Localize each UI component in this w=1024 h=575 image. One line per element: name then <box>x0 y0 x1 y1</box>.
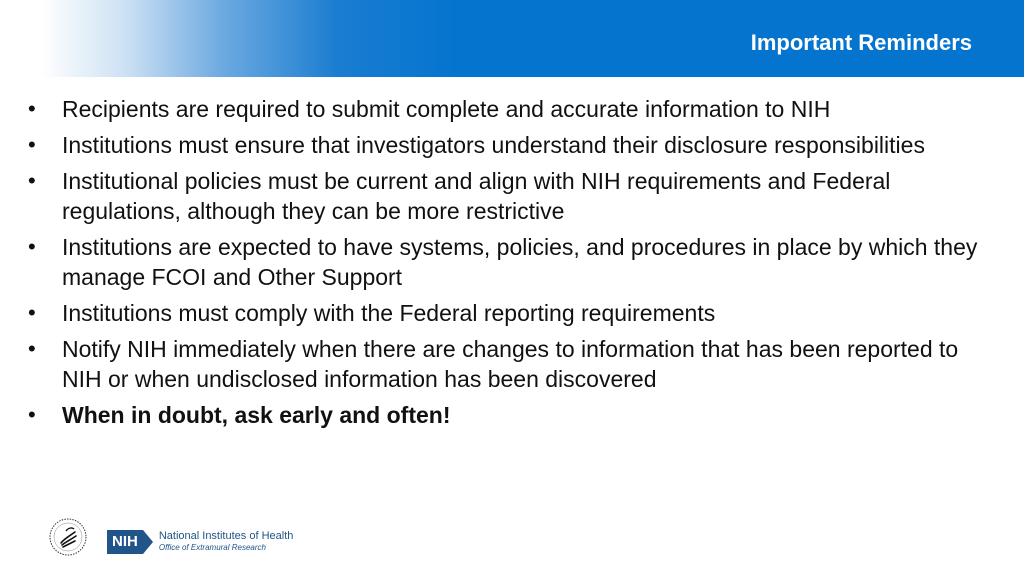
list-item <box>28 130 998 160</box>
list-item <box>28 400 998 430</box>
bullet-text-emphasis: When in doubt, ask early and often! <box>62 402 451 428</box>
bullet-icon: • <box>28 132 36 157</box>
bullet-icon: • <box>28 402 36 427</box>
slide-title: Important Reminders <box>750 30 972 55</box>
nih-abbr: NIH <box>107 530 143 554</box>
nih-text-block <box>159 530 294 554</box>
header-banner <box>0 0 1024 77</box>
bullet-list <box>28 94 998 436</box>
bullet-text: Institutional policies must be current and align with NIH requirements and Federal regulations, although they can be more restrictive <box>62 168 891 224</box>
bullet-text: Recipients are required to submit complete and accurate information to NIH <box>62 96 831 122</box>
list-item <box>28 298 998 328</box>
bullet-icon: • <box>28 168 36 193</box>
bullet-text: Institutions are expected to have systems, policies, and procedures in place by which they manage FCOI and Other Support <box>62 234 978 290</box>
nih-arrow-icon <box>143 530 153 554</box>
bullet-icon: • <box>28 300 36 325</box>
nih-logo <box>107 529 293 555</box>
list-item <box>28 94 998 124</box>
list-item <box>28 166 998 226</box>
hhs-seal-icon <box>48 517 88 557</box>
bullet-icon: • <box>28 96 36 121</box>
bullet-text: Institutions must comply with the Federal reporting requirements <box>62 300 716 326</box>
list-item <box>28 334 998 394</box>
bullet-icon: • <box>28 234 36 259</box>
nih-name: National Institutes of Health <box>158 530 294 542</box>
nih-office: Office of Extramural Research <box>158 543 266 552</box>
list-item <box>28 232 998 292</box>
bullet-text: Notify NIH immediately when there are changes to information that has been reported to NIH or when undisclosed information has been discovered <box>62 336 959 392</box>
bullet-text: Institutions must ensure that investigators understand their disclosure responsibilities <box>62 132 925 158</box>
bullet-icon: • <box>28 336 36 361</box>
